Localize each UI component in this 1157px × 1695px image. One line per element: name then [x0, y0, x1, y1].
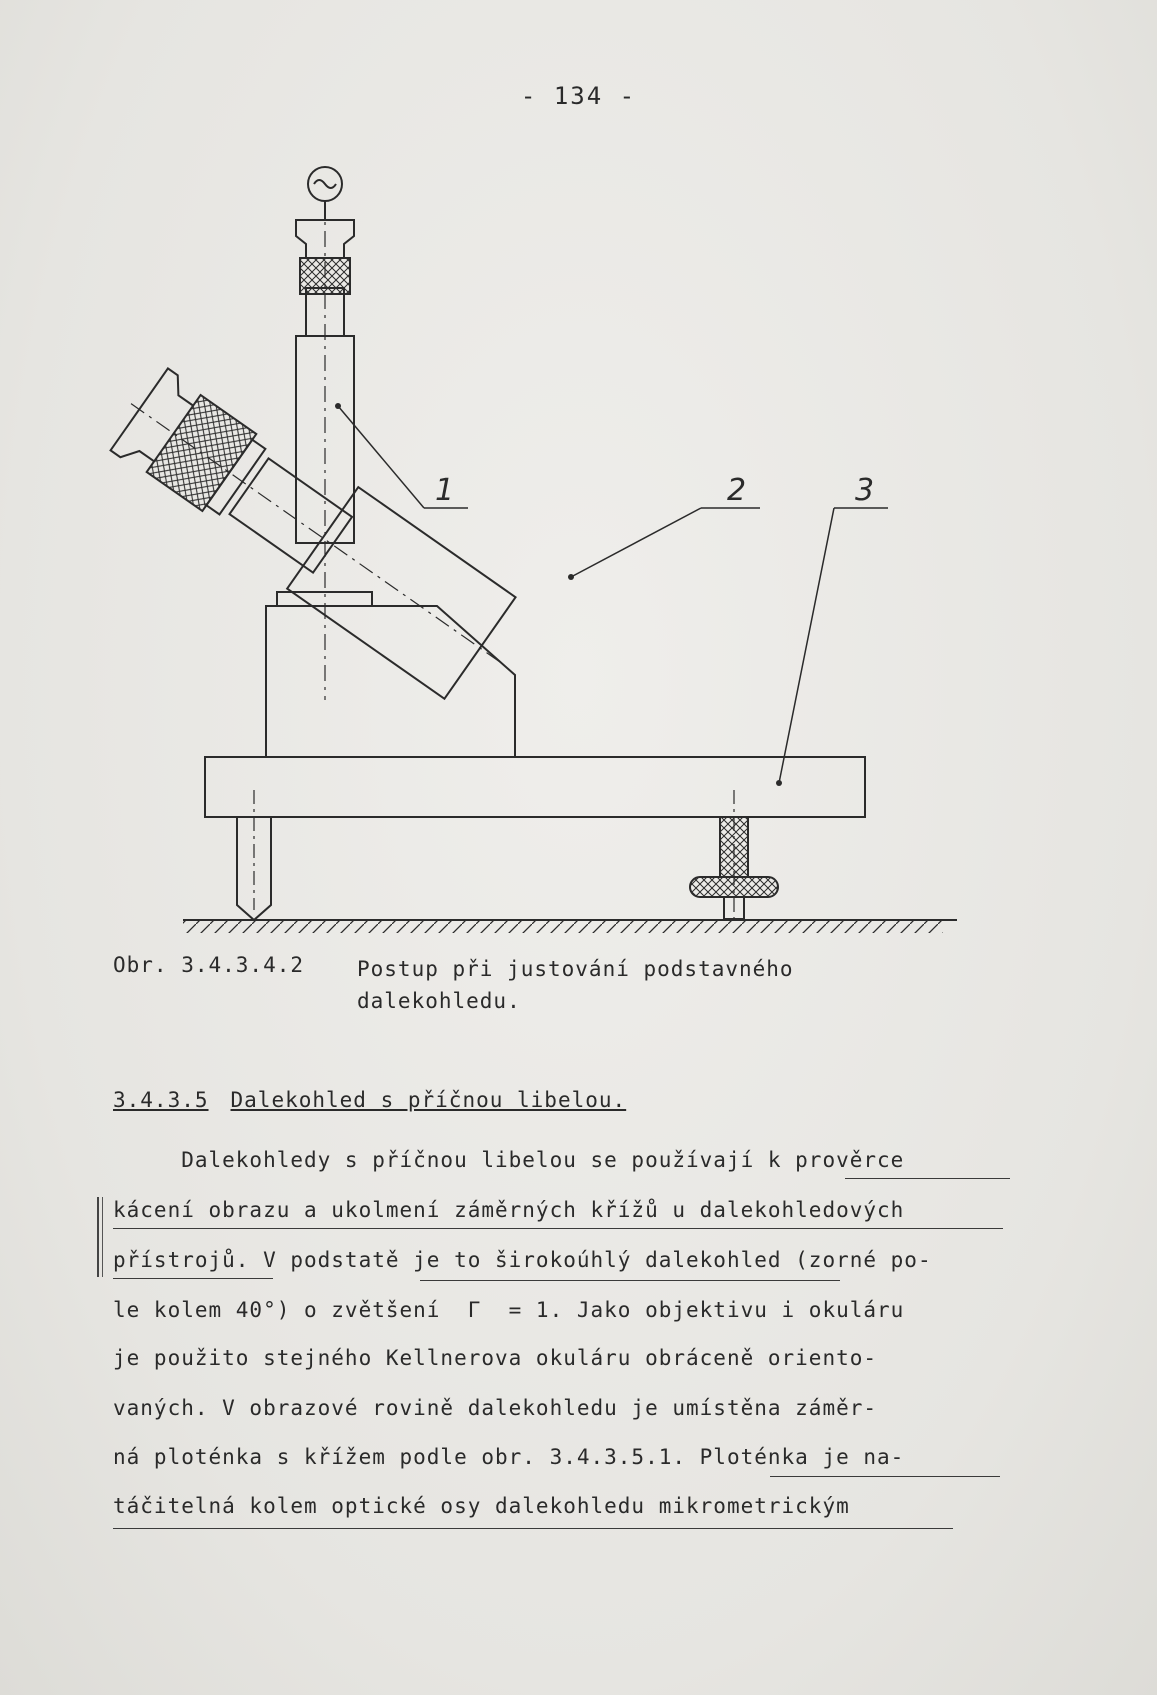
- page-number: - 134 -: [520, 82, 637, 110]
- body-block: [266, 592, 515, 757]
- pencil-underline: [113, 1528, 953, 1529]
- leader-dot-3: [776, 780, 782, 786]
- body-line: le kolem 40°) o zvětšení Γ = 1. Jako objektivu i okuláru: [113, 1298, 905, 1322]
- body-line: táčitelná kolem optické osy dalekohledu mikrometrickým: [113, 1494, 850, 1518]
- leader-dot-2: [568, 574, 574, 580]
- leader-dot-1: [335, 403, 341, 409]
- body-line: Dalekohledy s příčnou libelou se používají k prověrce: [113, 1148, 905, 1172]
- pencil-underline: [845, 1178, 1010, 1179]
- part-label-2: 2: [727, 473, 747, 508]
- figure-caption: [357, 953, 794, 1017]
- part-label-1: 1: [435, 473, 455, 508]
- pencil-underline: [420, 1280, 840, 1281]
- caption-line: dalekohledu.: [357, 989, 521, 1013]
- body-line: vaných. V obrazové rovině dalekohledu je umístěna záměr-: [113, 1396, 878, 1420]
- figure-caption-label: Obr. 3.4.3.4.2: [113, 953, 305, 977]
- section-number: 3.4.3.5: [113, 1088, 209, 1112]
- leader-lines: [338, 406, 888, 783]
- pencil-underline: [113, 1278, 273, 1279]
- body-line: je použito stejného Kellnerova okuláru obráceně orientо-: [113, 1346, 878, 1370]
- pencil-underline: [770, 1476, 1000, 1477]
- body-line: kácení obrazu a ukolmení záměrných křížů u dalekohledových: [113, 1198, 905, 1222]
- pencil-underline: [113, 1228, 1003, 1229]
- section-title: Dalekohled s příčnou libelou.: [230, 1088, 627, 1112]
- leveling-screw: [690, 790, 778, 925]
- vertical-tube: [296, 167, 354, 700]
- body-line: přístrojů. V podstatě je to širokoúhlý dalekohled (zorné po-: [113, 1248, 932, 1272]
- margin-mark: [97, 1197, 103, 1277]
- body-line: ná ploténka s křížem podle obr. 3.4.3.5.1. Ploténka je na-: [113, 1445, 905, 1469]
- ground-line: [183, 920, 957, 933]
- pointed-leg: [237, 790, 271, 920]
- base-plate: [205, 757, 865, 817]
- tilted-tube: [95, 353, 535, 713]
- part-label-3: 3: [855, 473, 875, 508]
- caption-line: Postup při justování podstavného: [357, 957, 794, 981]
- section-heading: [113, 1088, 626, 1112]
